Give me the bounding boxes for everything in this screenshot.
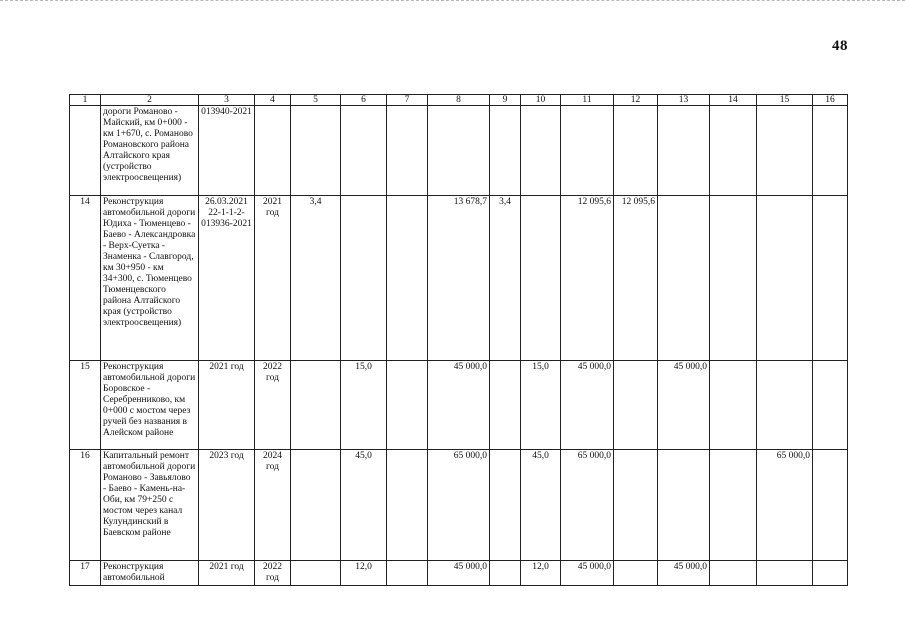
cell-value (813, 561, 848, 586)
cell-document: 013940-2021 (199, 106, 255, 196)
cell-value: 45,0 (521, 450, 561, 561)
column-header: 4 (255, 95, 291, 106)
column-header: 3 (199, 95, 255, 106)
cell-value (428, 106, 490, 196)
column-header: 5 (291, 95, 341, 106)
cell-object-name: дороги Романово - Майский, км 0+000 - км 1+670, с. Романово Романовского района Алтайского края (устройство электроосвещения) (101, 106, 199, 196)
cell-value (813, 106, 848, 196)
cell-value (658, 450, 710, 561)
cell-document: 26.03.2021 22-1-1-2-013936-2021 (199, 196, 255, 361)
cell-value (387, 450, 428, 561)
cell-object-name: Реконструкция автомобильной (101, 561, 199, 586)
cell-value (291, 106, 341, 196)
cell-value (710, 361, 757, 450)
cell-number (70, 106, 101, 196)
cell-value (490, 561, 521, 586)
cell-value: 45 000,0 (561, 561, 614, 586)
column-header: 6 (341, 95, 387, 106)
column-header: 13 (658, 95, 710, 106)
cell-document: 2023 год (199, 450, 255, 561)
column-header: 16 (813, 95, 848, 106)
cell-value (757, 106, 813, 196)
cell-value (614, 361, 658, 450)
cell-value: 45 000,0 (428, 361, 490, 450)
cell-document: 2021 год (199, 561, 255, 586)
column-header: 15 (757, 95, 813, 106)
cell-value: 2021 год (255, 196, 291, 361)
cell-value (813, 361, 848, 450)
cell-value (387, 561, 428, 586)
table-header-row (70, 95, 848, 106)
column-header: 11 (561, 95, 614, 106)
cell-value: 2022 год (255, 561, 291, 586)
column-header: 14 (710, 95, 757, 106)
cell-value (387, 361, 428, 450)
cell-number: 14 (70, 196, 101, 361)
cell-value: 12,0 (521, 561, 561, 586)
cell-value: 45 000,0 (658, 561, 710, 586)
cell-value (813, 196, 848, 361)
column-header: 2 (101, 95, 199, 106)
cell-number: 17 (70, 561, 101, 586)
cell-value (490, 106, 521, 196)
cell-value: 12 095,6 (561, 196, 614, 361)
cell-value (614, 106, 658, 196)
cell-value (757, 196, 813, 361)
cell-value (658, 106, 710, 196)
cell-value: 45 000,0 (428, 561, 490, 586)
data-table (69, 94, 848, 586)
cell-value (710, 561, 757, 586)
cell-object-name: Капитальный ремонт автомобильной дороги Романово - Завьялово - Баево - Камень-на-Оби, км 79+250 с мостом через канал Кулундинский в Баевском районе (101, 450, 199, 561)
cell-value (710, 196, 757, 361)
cell-value: 12,0 (341, 561, 387, 586)
cell-value (521, 196, 561, 361)
cell-value: 45 000,0 (658, 361, 710, 450)
column-header: 12 (614, 95, 658, 106)
cell-value: 15,0 (341, 361, 387, 450)
table-row (70, 361, 848, 450)
cell-value (291, 561, 341, 586)
cell-value: 3,4 (291, 196, 341, 361)
cell-number: 15 (70, 361, 101, 450)
cell-object-name: Реконструкция автомобильной дороги Юдиха - Тюменцево - Баево - Александровка - Верх-Суетка - Знаменка - Славгород, км 30+950 - км 34+300, с. Тюменцево Тюменцевского района Алтайского края (устройство электроосвещения) (101, 196, 199, 361)
column-header: 8 (428, 95, 490, 106)
cell-value (341, 106, 387, 196)
cell-value: 12 095,6 (614, 196, 658, 361)
table-row (70, 196, 848, 361)
cell-document: 2021 год (199, 361, 255, 450)
table-row (70, 561, 848, 586)
cell-value (813, 450, 848, 561)
column-header: 7 (387, 95, 428, 106)
cell-value (490, 361, 521, 450)
cell-value (387, 196, 428, 361)
cell-value: 15,0 (521, 361, 561, 450)
cell-value: 3,4 (490, 196, 521, 361)
cell-value (255, 106, 291, 196)
cell-value (710, 106, 757, 196)
page-number: 48 (832, 38, 848, 54)
cell-value (757, 561, 813, 586)
table-row (70, 106, 848, 196)
scan-edge-line (0, 0, 905, 5)
cell-object-name: Реконструкция автомобильной дороги Боровское - Серебренниково, км 0+000 с мостом через ручей без названия в Алейском районе (101, 361, 199, 450)
cell-value: 2024 год (255, 450, 291, 561)
cell-value (561, 106, 614, 196)
cell-value (658, 196, 710, 361)
cell-value: 65 000,0 (757, 450, 813, 561)
cell-value (521, 106, 561, 196)
cell-value: 65 000,0 (428, 450, 490, 561)
cell-value (710, 450, 757, 561)
cell-value (614, 450, 658, 561)
table-row (70, 450, 848, 561)
column-header: 1 (70, 95, 101, 106)
cell-value (757, 361, 813, 450)
cell-number: 16 (70, 450, 101, 561)
cell-value (614, 561, 658, 586)
cell-value (387, 106, 428, 196)
cell-value: 65 000,0 (561, 450, 614, 561)
column-header: 10 (521, 95, 561, 106)
cell-value: 13 678,7 (428, 196, 490, 361)
cell-value: 2022 год (255, 361, 291, 450)
cell-value: 45,0 (341, 450, 387, 561)
column-header: 9 (490, 95, 521, 106)
cell-value (490, 450, 521, 561)
cell-value: 45 000,0 (561, 361, 614, 450)
cell-value (341, 196, 387, 361)
cell-value (291, 361, 341, 450)
cell-value (291, 450, 341, 561)
